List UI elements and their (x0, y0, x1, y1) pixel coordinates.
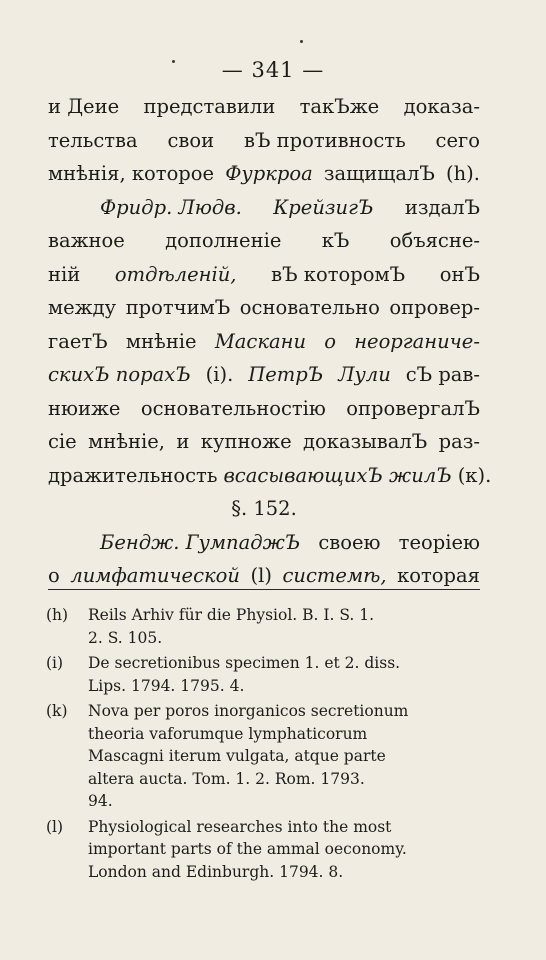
footnote-ref-k: (к). (457, 463, 492, 487)
footnote-divider (48, 589, 480, 590)
text-run-italic: скихЪ порахЪ (48, 363, 191, 386)
text-line (48, 224, 480, 258)
text-run: защищалЪ (323, 162, 435, 185)
footnote-line: Lips. 1794. 1795. 4. (88, 676, 245, 695)
footnote-line: theoria vaforumque lymphaticorum (88, 724, 368, 743)
text-line (48, 291, 480, 325)
text-line (48, 157, 480, 191)
footnote-ref-l: (l) (250, 564, 272, 587)
text-run: мнѣнія, которое (48, 162, 215, 185)
text-run: которая (397, 564, 480, 587)
section-number: §. 152. (231, 497, 297, 520)
section-heading (48, 492, 480, 526)
text-run: кЪ (321, 229, 350, 252)
text-run: тельства (48, 128, 138, 152)
footnote-l (46, 816, 486, 884)
text-line (48, 358, 480, 392)
footnote-line: Reils Arhiv für die Physiol. B. I. S. 1. (88, 606, 375, 624)
name-kreysig-surname: КрейзигЪ (273, 195, 374, 219)
footnote-mark: (h) (46, 606, 69, 624)
text-line (48, 191, 480, 225)
footnote-line: Mascagni iterum vulgata, atque parte (88, 747, 386, 765)
text-line (48, 526, 480, 560)
text-line (48, 325, 480, 359)
text-run: между (48, 296, 117, 319)
footnote-k (46, 700, 486, 813)
footnote-line: 2. S. 105. (88, 628, 163, 647)
text-run-italic: лимфатической (70, 564, 240, 587)
footnote-line: Physiological researches into the most (88, 817, 392, 836)
footnote-mark: (l) (46, 817, 64, 836)
text-run: опровер- (389, 296, 480, 319)
text-run: представили (143, 95, 276, 118)
text-run: мнѣніе, (88, 430, 165, 453)
text-run: свои (167, 128, 215, 152)
text-run: основательно (239, 296, 380, 319)
text-run: сего (435, 128, 480, 152)
name-kreysig: Фридр. Людв. (100, 195, 242, 219)
footnote-line: 94. (88, 792, 113, 810)
footnote-ref-h: (h). (446, 162, 480, 185)
footnote-i (46, 652, 486, 697)
text-run: своею (318, 530, 381, 554)
text-line (48, 425, 480, 459)
footnote-line: London and Edinburgh. 1794. 8. (88, 862, 344, 881)
text-run: теоріею (398, 530, 480, 554)
text-run: и (176, 430, 190, 453)
text-run: сіе (48, 430, 77, 453)
text-run: и Деие (48, 95, 120, 118)
text-run-italic: отдѣленій, (114, 262, 237, 286)
text-run: вЪ которомЪ (271, 262, 406, 286)
text-run: вЪ противность (243, 128, 406, 152)
ink-spot (300, 40, 303, 43)
text-run: основательностію (140, 396, 326, 420)
text-line (48, 459, 492, 493)
footnote-line: altera aucta. Tom. 1. 2. Rom. 1793. (88, 769, 365, 788)
name-mascagni: Маскани (214, 329, 306, 353)
text-run: доказывалЪ (303, 430, 428, 453)
text-run: дополненіе (165, 229, 282, 252)
text-run: раз- (438, 430, 480, 453)
main-text (48, 90, 492, 593)
name-luli: Лули (338, 363, 391, 386)
text-line (48, 90, 480, 124)
text-run: мнѣніе (125, 329, 197, 353)
text-run: доказа- (403, 95, 480, 118)
name-humpage: Бендж. ГумпаджЪ (100, 530, 301, 554)
text-run-italic: всасывающихЪ жилЪ (223, 463, 452, 487)
text-run: онЪ (439, 262, 480, 286)
text-run: о (48, 564, 60, 587)
footnote-line: Nova per poros inorganicos secretionum (88, 702, 409, 720)
text-run: сЪ рав- (405, 363, 480, 386)
text-run-italic: неорганиче- (354, 329, 480, 353)
text-run: протчимЪ (125, 296, 231, 319)
footnotes (46, 604, 486, 886)
footnote-line: De secretionibus specimen 1. et 2. diss. (88, 654, 401, 672)
text-run: такЪже (299, 95, 380, 118)
text-run: дражительность (48, 463, 218, 487)
footnote-mark: (i) (46, 654, 64, 672)
footnote-ref-i: (i). (205, 363, 234, 386)
text-line (48, 258, 480, 292)
name-fourcroy: Фуркроа (225, 162, 313, 185)
text-run: купноже (200, 430, 292, 453)
footnote-h (46, 604, 486, 649)
text-run: нюиже (48, 396, 121, 420)
text-line (48, 124, 480, 158)
page-number: — 341 — (221, 58, 325, 82)
text-run: объясне- (389, 229, 480, 252)
text-run: ній (48, 262, 81, 286)
text-line (48, 559, 480, 593)
text-line (48, 392, 480, 426)
text-run: важное (48, 229, 125, 252)
footnote-mark: (k) (46, 702, 68, 720)
text-run: опровергалЪ (346, 396, 480, 420)
name-peter: ПетрЪ (248, 363, 324, 386)
text-run-italic: системѣ, (282, 564, 387, 587)
text-run-italic: о (324, 329, 336, 353)
footnote-line: important parts of the ammal oeconomy. (88, 840, 407, 858)
text-run: гаетЪ (48, 329, 108, 353)
text-run: издалЪ (404, 195, 480, 219)
